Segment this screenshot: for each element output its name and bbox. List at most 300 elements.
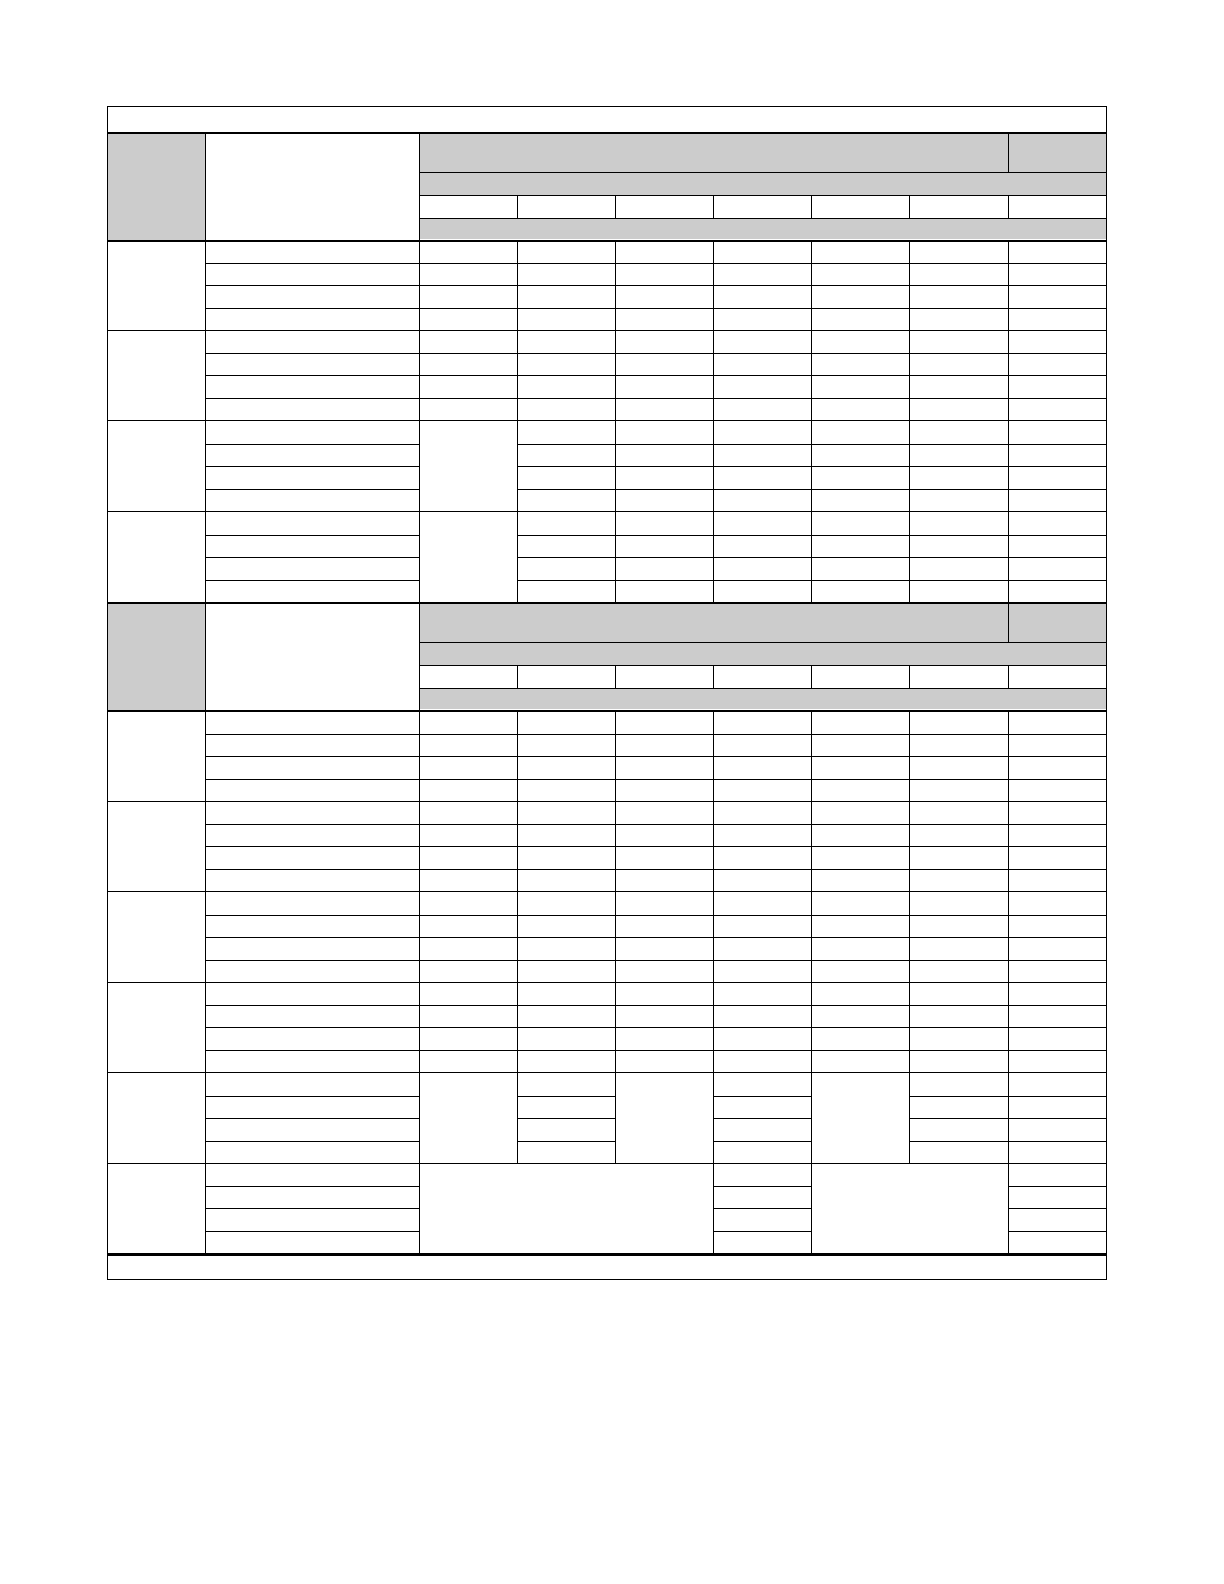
row-rule [205, 779, 419, 780]
row-rule [205, 398, 419, 399]
data-cell [520, 311, 612, 327]
col-rule [811, 240, 812, 330]
data-cell [520, 737, 612, 753]
col-rule [1008, 1073, 1009, 1163]
row-rule [419, 779, 1106, 780]
row-rule [205, 1141, 419, 1142]
col-rule [713, 1073, 714, 1163]
col-rule [909, 982, 910, 1072]
data-cell [1011, 333, 1103, 349]
data-cell [1011, 737, 1103, 753]
row-rule [205, 285, 419, 286]
data-cell [716, 1099, 808, 1115]
data-cell [618, 849, 710, 865]
col-rule [419, 421, 420, 511]
data-cell [1011, 266, 1103, 282]
data-cell [814, 356, 906, 372]
row-label [209, 985, 409, 1001]
block-bottom-rule [107, 801, 1107, 802]
data-cell [618, 583, 710, 599]
data-cell [520, 940, 612, 956]
header-col-rule [517, 665, 518, 688]
row-rule [1008, 1208, 1106, 1209]
data-cell [1011, 895, 1103, 911]
data-cell [912, 872, 1005, 888]
header-col-rule [811, 665, 812, 688]
row-rule [419, 937, 1106, 938]
row-rule [517, 1096, 615, 1097]
row-rule [205, 1231, 419, 1232]
row-rule [517, 1141, 615, 1142]
data-cell [1011, 1189, 1103, 1205]
header-rule [419, 642, 1106, 643]
data-cell [520, 424, 612, 440]
group-label [111, 1198, 201, 1218]
data-cell [618, 759, 710, 775]
row-label [209, 895, 409, 911]
column-header [422, 668, 514, 686]
data-cell [912, 963, 1005, 979]
row-label [209, 1053, 409, 1069]
group-label [111, 1108, 201, 1128]
row-rule [205, 960, 419, 961]
data-cell [618, 492, 710, 508]
data-cell [520, 872, 612, 888]
data-cell [1011, 515, 1103, 531]
row-rule [517, 1118, 615, 1119]
data-cell [716, 492, 808, 508]
data-cell [1011, 1030, 1103, 1046]
data-cell [422, 333, 514, 349]
data-cell [716, 538, 808, 554]
col-rule [517, 330, 518, 420]
data-cell [912, 918, 1005, 934]
col-rule [419, 711, 420, 801]
header-col-rule [615, 665, 616, 688]
data-cell [422, 288, 514, 304]
row-label [209, 401, 409, 417]
col-rule [419, 1163, 420, 1253]
col-rule [419, 240, 420, 330]
row-rule [205, 1208, 419, 1209]
data-cell [716, 1008, 808, 1024]
row-label [209, 583, 409, 599]
header-col-rule [713, 665, 714, 688]
data-cell [716, 849, 808, 865]
col-rule [205, 801, 206, 891]
col-rule [615, 330, 616, 420]
data-cell [520, 401, 612, 417]
data-cell [814, 1053, 906, 1069]
row-label [209, 827, 409, 843]
col-rule [205, 421, 206, 511]
data-cell [618, 447, 710, 463]
block-bottom-rule [107, 330, 1107, 331]
header-col-rule [909, 665, 910, 688]
col-rule [615, 421, 616, 511]
data-cell [716, 737, 808, 753]
outer-right-rule [1106, 106, 1107, 1280]
data-cell [618, 401, 710, 417]
data-cell [1011, 1166, 1103, 1182]
row-label [209, 266, 409, 282]
data-cell [520, 266, 612, 282]
data-cell [814, 714, 906, 730]
row-rule [1008, 1186, 1106, 1187]
data-cell [716, 243, 808, 259]
data-cell [814, 963, 906, 979]
data-cell [716, 356, 808, 372]
data-cell [814, 447, 906, 463]
data-cell [912, 583, 1005, 599]
data-cell [814, 243, 906, 259]
data-cell [716, 895, 808, 911]
header-units-label [423, 220, 1103, 238]
col-rule [205, 330, 206, 420]
data-cell [1011, 1053, 1103, 1069]
data-cell [520, 583, 612, 599]
data-cell [814, 804, 906, 820]
col-rule [1008, 711, 1009, 801]
col-rule [811, 711, 812, 801]
data-cell [716, 759, 808, 775]
data-cell [1011, 985, 1103, 1001]
data-cell [716, 714, 808, 730]
data-cell [520, 288, 612, 304]
data-cell [814, 538, 906, 554]
header-col-rule [811, 195, 812, 218]
col-rule [517, 240, 518, 330]
block-bottom-rule [107, 982, 1107, 983]
data-cell [1011, 918, 1103, 934]
column-header [618, 198, 710, 216]
data-cell [716, 940, 808, 956]
data-cell [422, 378, 514, 394]
col-rule [615, 240, 616, 330]
col-rule [1008, 982, 1009, 1072]
col-rule [419, 892, 420, 982]
column-header [814, 198, 906, 216]
data-cell [716, 311, 808, 327]
column-header [520, 198, 612, 216]
row-rule [419, 756, 1106, 757]
data-cell [912, 895, 1005, 911]
data-cell [520, 782, 612, 798]
data-cell [912, 492, 1005, 508]
data-cell [618, 918, 710, 934]
data-cell [716, 447, 808, 463]
header-side-label [1012, 612, 1102, 632]
row-rule [205, 756, 419, 757]
group-label [111, 836, 201, 856]
data-cell [618, 737, 710, 753]
data-cell [814, 311, 906, 327]
data-cell [716, 782, 808, 798]
data-cell [618, 872, 710, 888]
row-rule [205, 1186, 419, 1187]
data-cell [912, 940, 1005, 956]
row-rule [713, 1118, 811, 1119]
data-cell [520, 1076, 612, 1092]
row-rule [205, 1118, 419, 1119]
row-label [209, 333, 409, 349]
row-rule [419, 960, 1106, 961]
col-rule [811, 801, 812, 891]
row-rule [205, 444, 419, 445]
row-label [209, 538, 409, 554]
header-col-rule [205, 602, 206, 710]
header-col-rule [1008, 602, 1009, 642]
data-cell [520, 1008, 612, 1024]
data-cell [814, 872, 906, 888]
col-rule [811, 512, 812, 602]
col-rule [615, 711, 616, 801]
row-rule [205, 734, 419, 735]
data-cell [912, 1121, 1005, 1137]
row-label [209, 1189, 409, 1205]
data-cell [1011, 804, 1103, 820]
col-rule [205, 1073, 206, 1163]
data-cell [814, 759, 906, 775]
data-cell [912, 1030, 1005, 1046]
data-cell [912, 759, 1005, 775]
header-col-rule [909, 195, 910, 218]
data-cell [422, 714, 514, 730]
header-bottom-rule [107, 240, 1107, 242]
data-cell [422, 311, 514, 327]
data-cell [618, 714, 710, 730]
header-row-label [209, 642, 409, 662]
header-rule [419, 195, 1106, 196]
row-label [209, 759, 409, 775]
header-group-label [423, 612, 1003, 632]
data-cell [716, 1121, 808, 1137]
data-cell [422, 1008, 514, 1024]
data-cell [422, 827, 514, 843]
row-label [209, 378, 409, 394]
data-cell [716, 872, 808, 888]
header-units-label [423, 690, 1103, 708]
row-label [209, 963, 409, 979]
row-rule [205, 1027, 419, 1028]
column-header [520, 668, 612, 686]
header-rule [419, 665, 1106, 666]
data-cell [618, 378, 710, 394]
row-label [209, 737, 409, 753]
row-label [209, 515, 409, 531]
data-cell [814, 918, 906, 934]
data-cell [716, 1234, 808, 1250]
row-label [209, 424, 409, 440]
data-cell [422, 1053, 514, 1069]
data-cell [814, 1030, 906, 1046]
col-rule [713, 330, 714, 420]
row-rule [419, 1005, 1106, 1006]
data-cell [814, 424, 906, 440]
row-rule [713, 1208, 811, 1209]
row-label [209, 560, 409, 576]
data-cell [618, 1008, 710, 1024]
col-rule [205, 1163, 206, 1253]
col-rule [1008, 240, 1009, 330]
data-cell [422, 918, 514, 934]
data-cell [912, 515, 1005, 531]
data-cell [422, 401, 514, 417]
col-rule [205, 512, 206, 602]
row-label [209, 804, 409, 820]
row-rule [205, 580, 419, 581]
data-cell [912, 288, 1005, 304]
data-cell [912, 333, 1005, 349]
data-cell [520, 469, 612, 485]
col-rule [615, 1073, 616, 1163]
data-cell [912, 714, 1005, 730]
data-cell [520, 759, 612, 775]
data-cell [1011, 1211, 1103, 1227]
data-cell [716, 401, 808, 417]
header-rule [419, 688, 1106, 689]
data-cell [1011, 940, 1103, 956]
row-label [209, 1099, 409, 1115]
data-cell [422, 804, 514, 820]
col-rule [517, 982, 518, 1072]
row-rule [419, 869, 1106, 870]
header-col-rule [419, 602, 420, 710]
row-rule [713, 1141, 811, 1142]
data-cell [618, 1053, 710, 1069]
data-cell [1011, 1121, 1103, 1137]
row-label [209, 1211, 409, 1227]
data-cell [814, 940, 906, 956]
data-cell [1011, 1076, 1103, 1092]
col-rule [517, 892, 518, 982]
outer-bottom-rule [107, 1279, 1107, 1280]
group-label [111, 456, 201, 476]
header-row-label [209, 172, 409, 192]
column-header [912, 198, 1005, 216]
data-cell [912, 804, 1005, 820]
header-corner-label [111, 172, 201, 192]
data-cell [520, 333, 612, 349]
col-rule [909, 801, 910, 891]
data-cell [520, 827, 612, 843]
row-label [209, 311, 409, 327]
row-rule [419, 1027, 1106, 1028]
row-rule [419, 398, 1106, 399]
group-label [111, 275, 201, 295]
data-cell [618, 515, 710, 531]
row-label [209, 492, 409, 508]
data-cell [422, 782, 514, 798]
data-cell [520, 447, 612, 463]
data-cell [1011, 827, 1103, 843]
col-rule [909, 711, 910, 801]
data-cell [1011, 560, 1103, 576]
data-cell [912, 311, 1005, 327]
block-bottom-rule [107, 1163, 1107, 1164]
data-cell [912, 424, 1005, 440]
data-cell [814, 378, 906, 394]
data-cell [716, 963, 808, 979]
data-cell [814, 401, 906, 417]
data-cell [912, 849, 1005, 865]
data-cell [912, 243, 1005, 259]
row-label [209, 714, 409, 730]
data-cell [618, 243, 710, 259]
data-cell [618, 940, 710, 956]
data-cell [618, 1030, 710, 1046]
row-rule [205, 466, 419, 467]
block-bottom-rule [107, 511, 1107, 512]
data-cell [716, 1053, 808, 1069]
data-cell [1011, 849, 1103, 865]
data-cell [716, 1144, 808, 1160]
data-cell [912, 1008, 1005, 1024]
data-cell [520, 492, 612, 508]
col-rule [517, 512, 518, 602]
data-cell [618, 782, 710, 798]
data-cell [422, 963, 514, 979]
row-rule [419, 915, 1106, 916]
data-cell [1011, 782, 1103, 798]
row-rule [205, 535, 419, 536]
data-cell [912, 560, 1005, 576]
col-rule [713, 982, 714, 1072]
data-cell [618, 827, 710, 843]
row-rule [205, 1005, 419, 1006]
row-rule [205, 937, 419, 938]
data-cell [422, 1030, 514, 1046]
document-footer [111, 1258, 1102, 1276]
block-bottom-rule [107, 420, 1107, 421]
row-label [209, 288, 409, 304]
data-cell [618, 895, 710, 911]
data-cell [520, 804, 612, 820]
group-label [111, 365, 201, 385]
col-rule [205, 711, 206, 801]
data-cell [814, 827, 906, 843]
data-cell [618, 424, 710, 440]
data-cell [716, 985, 808, 1001]
data-cell [716, 424, 808, 440]
data-cell [520, 378, 612, 394]
data-cell [716, 515, 808, 531]
data-cell [618, 333, 710, 349]
column-header [1011, 198, 1103, 216]
row-label [209, 872, 409, 888]
row-label [209, 849, 409, 865]
data-cell [1011, 1234, 1103, 1250]
data-cell [520, 1121, 612, 1137]
row-rule [419, 308, 1106, 309]
data-cell [912, 401, 1005, 417]
row-label [209, 469, 409, 485]
data-cell [716, 1166, 808, 1182]
col-rule [205, 982, 206, 1072]
column-header [422, 198, 514, 216]
col-rule [909, 1073, 910, 1163]
group-label [111, 1017, 201, 1037]
column-header [716, 668, 808, 686]
col-rule [615, 892, 616, 982]
col-rule [205, 240, 206, 330]
row-label [209, 1030, 409, 1046]
data-cell [912, 1053, 1005, 1069]
col-rule [1008, 330, 1009, 420]
data-cell [716, 827, 808, 843]
data-cell [520, 963, 612, 979]
header-col-rule [1008, 665, 1009, 688]
